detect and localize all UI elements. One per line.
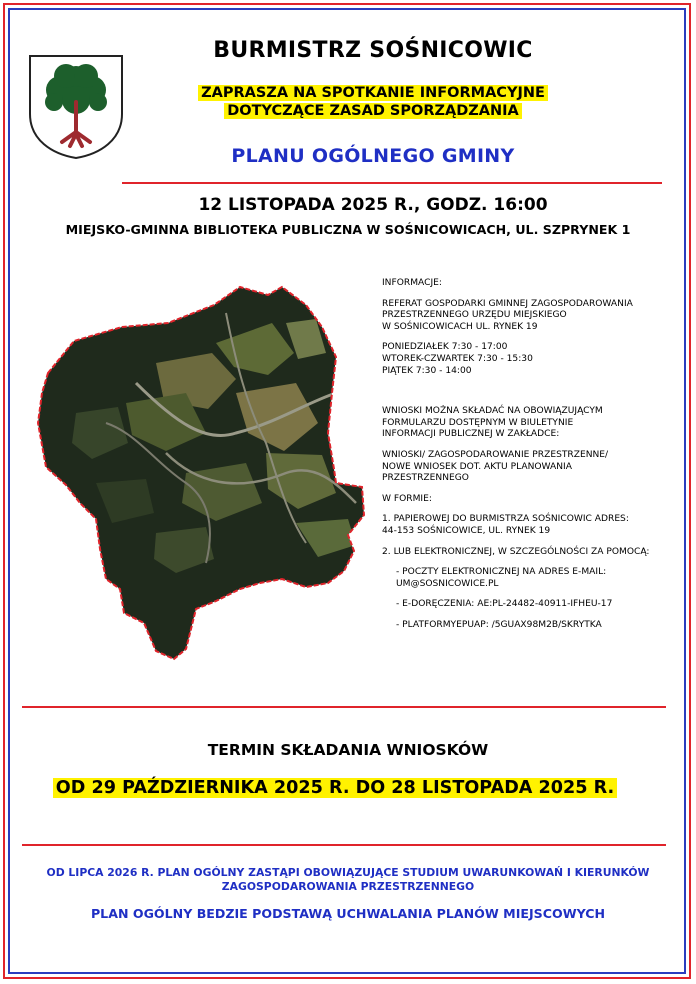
coat-of-arms-tree-icon xyxy=(26,52,126,160)
event-date: 12 LISTOPADA 2025 R., GODZ. 16:00 xyxy=(198,195,548,215)
info-epuap: - PLATFORMYEPUAP: /5GUAX98M2B/SKRYTKA xyxy=(396,619,602,630)
invitation-text xyxy=(120,84,626,120)
event-place: MIEJSKO-GMINNA BIBLIOTEKA PUBLICZNA W SOŚNICOWICACH, UL. SZPRYNEK 1 xyxy=(65,222,631,237)
info-heading: INFORMACJE: xyxy=(382,278,442,288)
divider-red-3 xyxy=(22,844,666,846)
municipality-map xyxy=(36,283,366,663)
divider-red xyxy=(122,182,662,184)
info-option-electronic: 2. LUB ELEKTRONICZNEJ, W SZCZEGÓLNOŚCI ZA POMOCĄ: xyxy=(382,546,650,557)
info-edoreczenia: - E-DORĘCZENIA: AE:PL-24482-40911-IFHEU-17 xyxy=(396,599,613,610)
info-submission: WNIOSKI MOŻNA SKŁADAĆ NA OBOWIĄZUJĄCYM FORMULARZU DOSTĘPNYM W BIULETYNIE INFORMACJI PUBLICZNEJ W ZAKŁADCE: xyxy=(382,406,603,440)
invite-line-2: DOTYCZĄCE ZASAD SPORZĄDZANIA xyxy=(224,103,522,119)
info-form-heading: W FORMIE: xyxy=(382,493,432,504)
info-office: REFERAT GOSPODARKI GMINNEJ ZAGOSPODAROWANIA PRZESTRZENNEGO URZĘDU MIEJSKIEGO W SOŚNICOWICACH UL. RYNEK 19 xyxy=(382,298,633,332)
info-email: - POCZTY ELEKTRONICZNEJ NA ADRES E-MAIL: UM@SOSNICOWICE.PL xyxy=(396,567,607,589)
info-option-paper: 1. PAPIEROWEJ DO BURMISTRZA SOŚNICOWIC ADRES: 44-153 SOŚNICOWICE, UL. RYNEK 19 xyxy=(382,514,629,536)
info-bip-path: WNIOSKI/ ZAGOSPODAROWANIE PRZESTRZENNE/ NOWE WNIOSEK DOT. AKTU PLANOWANIA PRZESTRZENNEGO xyxy=(382,449,609,484)
deadline-range xyxy=(40,778,630,798)
info-hours: PONIEDZIAŁEK 7:30 - 17:00 WTOREK-CZWARTEK 7:30 - 15:30 PIĄTEK 7:30 - 14:00 xyxy=(382,342,533,376)
page-title: BURMISTRZ SOŚNICOWIC xyxy=(213,38,533,63)
information-panel xyxy=(382,278,678,640)
invite-line-1: ZAPRASZA NA SPOTKANIE INFORMACYJNE xyxy=(198,85,548,101)
footer-note-study xyxy=(22,866,674,894)
footer-note-basis: PLAN OGÓLNY BEDZIE PODSTAWĄ UCHWALANIA PLANÓW MIEJSCOWYCH xyxy=(90,906,606,921)
footer-note-line-2: ZAGOSPODAROWANIA PRZESTRZENNEGO xyxy=(221,880,475,893)
deadline-title: TERMIN SKŁADANIA WNIOSKÓW xyxy=(207,741,489,759)
plan-title: PLANU OGÓLNEGO GMINY xyxy=(231,145,515,167)
divider-red-2 xyxy=(22,706,666,708)
footer-note-line-1: OD LIPCA 2026 R. PLAN OGÓLNY ZASTĄPI OBOWIĄZUJĄCE STUDIUM UWARUNKOWAŃ I KIERUNKÓW xyxy=(46,866,650,879)
deadline-range-text: OD 29 PAŹDZIERNIKA 2025 R. DO 28 LISTOPADA 2025 R. xyxy=(53,778,617,798)
